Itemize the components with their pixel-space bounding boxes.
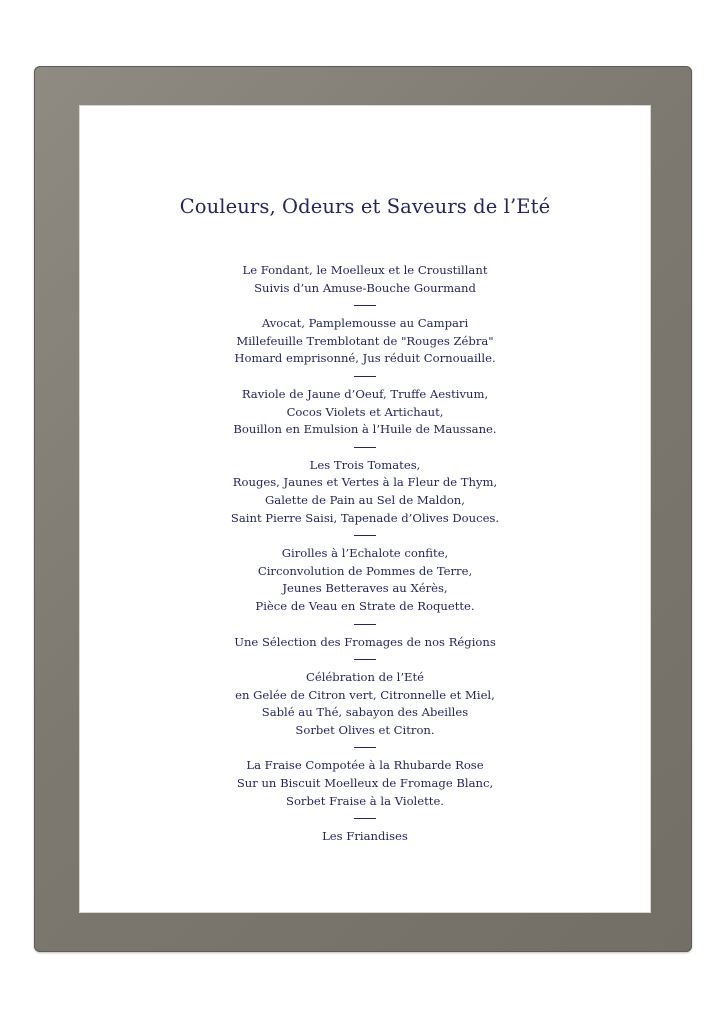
course-line: Avocat, Pamplemousse au Campari bbox=[261, 316, 469, 331]
menu-card bbox=[80, 106, 650, 912]
menu-title: Couleurs, Odeurs et Saveurs de l’Eté bbox=[179, 195, 551, 218]
course-line: Pièce de Veau en Strate de Roquette. bbox=[255, 598, 475, 613]
course-divider bbox=[354, 624, 376, 625]
menu-course bbox=[80, 315, 650, 368]
course-line: Les Trois Tomates, bbox=[309, 457, 421, 472]
course-line: Jeunes Betteraves au Xérès, bbox=[282, 581, 448, 596]
course-line: en Gelée de Citron vert, Citronnelle et Miel, bbox=[235, 687, 495, 702]
course-line: Les Friandises bbox=[322, 829, 408, 844]
course-line: Suivis d’un Amuse-Bouche Gourmand bbox=[254, 280, 476, 295]
menu-course bbox=[80, 828, 650, 846]
course-divider bbox=[354, 535, 376, 536]
course-line: Célébration de l’Eté bbox=[305, 670, 425, 685]
course-line: Circonvolution de Pommes de Terre, bbox=[257, 563, 473, 578]
course-line: Galette de Pain au Sel de Maldon, bbox=[265, 492, 465, 507]
menu-course bbox=[80, 545, 650, 615]
course-line: Sur un Biscuit Moelleux de Fromage Blanc, bbox=[236, 776, 494, 791]
menu-content bbox=[80, 194, 650, 846]
course-line: Raviole de Jaune d’Oeuf, Truffe Aestivum, bbox=[241, 386, 489, 401]
course-divider bbox=[354, 818, 376, 819]
menu-course bbox=[80, 457, 650, 527]
course-line: Sablé au Thé, sabayon des Abeilles bbox=[261, 705, 469, 720]
course-line: Sorbet Fraise à la Violette. bbox=[286, 793, 444, 808]
menu-course bbox=[80, 262, 650, 297]
course-divider bbox=[354, 747, 376, 748]
course-divider bbox=[354, 376, 376, 377]
menu-course bbox=[80, 386, 650, 439]
course-divider bbox=[354, 447, 376, 448]
course-line: Sorbet Olives et Citron. bbox=[295, 722, 435, 737]
course-line: Une Sélection des Fromages de nos Régions bbox=[234, 634, 496, 649]
course-line: Rouges, Jaunes et Vertes à la Fleur de Thym, bbox=[232, 475, 498, 490]
course-line: La Fraise Compotée à la Rhubarde Rose bbox=[246, 758, 484, 773]
course-line: Bouillon en Emulsion à l’Huile de Maussane. bbox=[233, 422, 497, 437]
course-line: Girolles à l’Echalote confite, bbox=[281, 546, 449, 561]
course-line: Millefeuille Tremblotant de "Rouges Zébra" bbox=[236, 333, 494, 348]
menu-course bbox=[80, 669, 650, 739]
course-line: Le Fondant, le Moelleux et le Croustillant bbox=[242, 263, 488, 277]
course-list bbox=[80, 262, 650, 846]
course-line: Cocos Violets et Artichaut, bbox=[286, 404, 444, 419]
menu-course bbox=[80, 757, 650, 810]
course-line: Homard emprisonné, Jus réduit Cornouaille. bbox=[234, 351, 496, 366]
course-divider bbox=[354, 305, 376, 306]
course-line: Saint Pierre Saisi, Tapenade d’Olives Douces. bbox=[230, 510, 500, 525]
menu-course bbox=[80, 634, 650, 652]
course-divider bbox=[354, 659, 376, 660]
